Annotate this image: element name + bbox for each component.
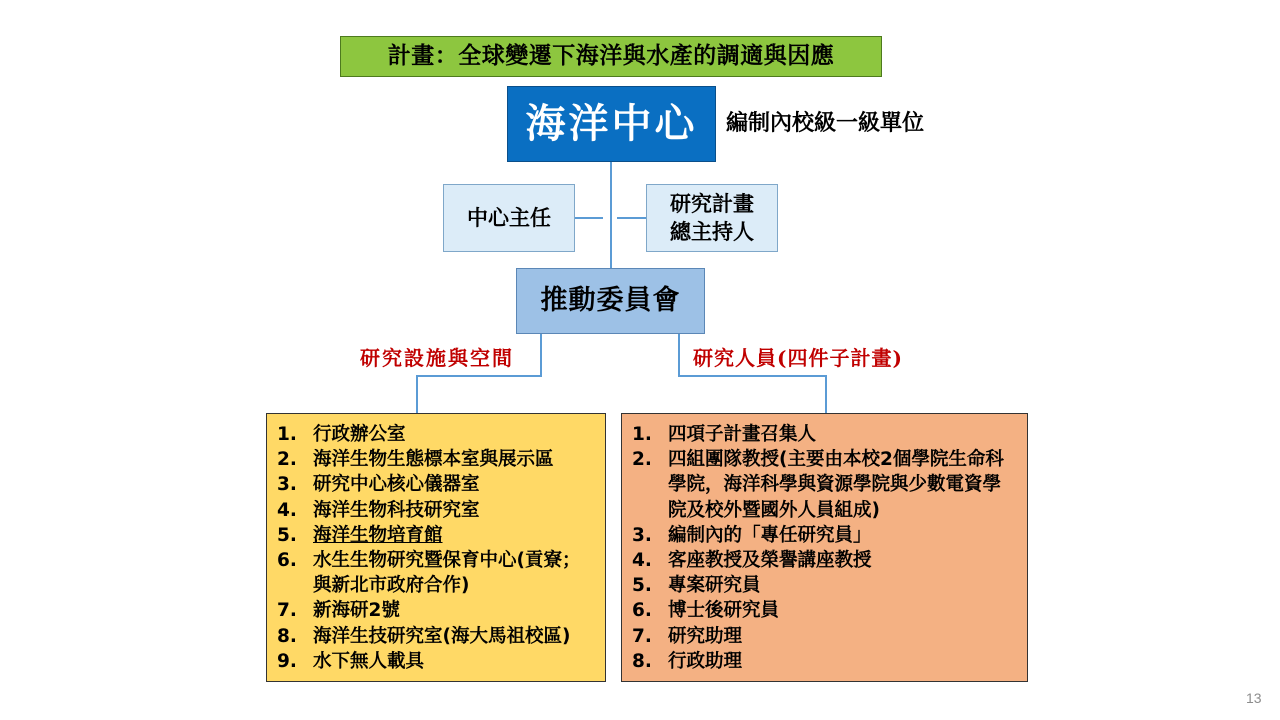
list-item: 5. 專案研究員 [632,575,761,597]
director-box [443,184,575,252]
list-item: 2. 四組團隊教授(主要由本校2個學院生命科學院，海洋科學與資源學院與少數電資學院及校外暨國外人員組成) [632,449,1004,521]
list-item: 8. 海洋生技研究室(海大馬祖校區) [277,625,571,647]
list-item: 8. 行政助理 [632,650,743,672]
ocean-center-name: 海洋中心 [525,101,698,147]
list-item: 7. 新海研2號 [277,600,400,622]
plan-title-banner [340,36,882,77]
list-item: 5. 海洋生物培育館 [277,524,443,546]
list-item: 1. 行政辦公室 [277,424,406,445]
list-item: 6. 博士後研究員 [632,600,780,622]
director-label: 中心主任 [467,206,551,230]
list-item: 2. 海洋生物生態標本室與展示區 [277,449,554,471]
list-item: 1. 四項子計畫召集人 [632,424,817,445]
facilities-list-box [266,413,606,682]
personnel-list-box [621,413,1028,682]
list-item: 4. 海洋生物科技研究室 [277,499,480,521]
plan-title: 計畫：全球變遷下海洋與水產的調適與因應 [387,43,835,69]
list-item: 3. 研究中心核心儀器室 [277,474,480,496]
list-item: 4. 客座教授及榮譽講座教授 [632,550,872,572]
ocean-center-note: 編制內校級一級單位 [726,111,925,136]
steering-committee-label: 推動委員會 [540,285,681,316]
page-number: 13 [1246,690,1262,706]
principal-investigator-box [646,184,778,252]
pi-label-line1: 研究計畫 [670,192,754,216]
pi-label-line2: 總主持人 [670,220,754,244]
list-item: 9. 水下無人載具 [277,650,425,672]
facilities-list [277,422,595,674]
steering-committee-box [516,268,705,334]
branch-label-personnel: 研究人員(四件子計畫) [693,346,903,370]
personnel-list [632,422,1017,674]
list-item: 7. 研究助理 [632,625,743,647]
list-item: 6. 水生生物研究暨保育中心(貢寮；與新北市政府合作) [277,550,581,597]
ocean-center-box [507,86,716,162]
branch-label-facilities: 研究設施與空間 [360,346,514,370]
list-item: 3. 編制內的「專任研究員」 [632,524,872,546]
